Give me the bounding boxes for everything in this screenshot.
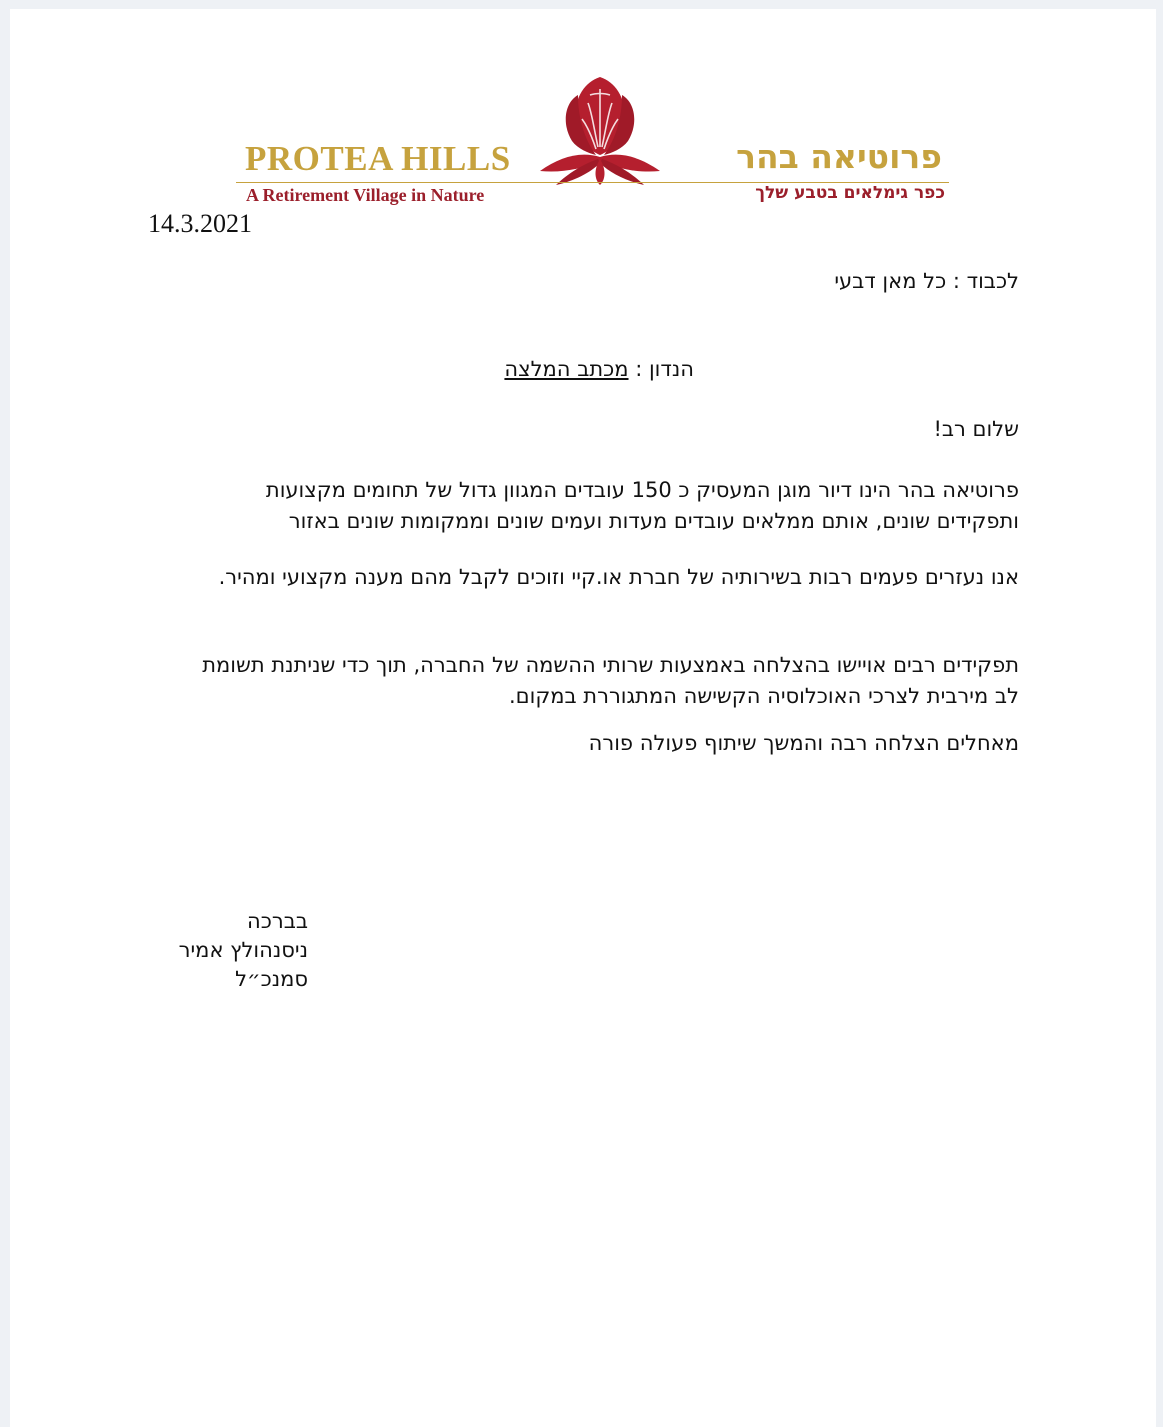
subject-value: מכתב המלצה: [504, 357, 629, 381]
letter-date: 14.3.2021: [148, 209, 252, 238]
signature-block: [148, 907, 308, 994]
subject-label: הנדון :: [635, 357, 694, 381]
subject-line: [504, 357, 694, 381]
body-paragraph: תפקידים רבים אויישו בהצלחה באמצעות שרותי ההשמה של החברה, תוך כדי שניתנת תשומת לב מירבית לצרכי האוכלוסיה הקשישה המתגוררת במקום.: [202, 653, 1019, 708]
brand-name-en: PROTEA HILLS: [245, 139, 511, 178]
brand-name-he: פרוטיאה בהר: [736, 137, 942, 176]
letter-page: [10, 9, 1156, 1427]
tagline-he: כפר גימלאים בטבע שלך: [755, 183, 945, 203]
body-paragraph: אנו נעזרים פעמים רבות בשירותיה של חברת או.קיי וזוכים לקבל מהם מענה מקצועי ומהיר.: [218, 565, 1019, 589]
recipient-label: לכבוד :: [952, 269, 1019, 293]
signature-name: ניסנהולץ אמיר: [178, 938, 308, 962]
signature-title: סמנכ״ל: [235, 967, 308, 991]
closing-wishes: מאחלים הצלחה רבה והמשך שיתוף פעולה פורה: [588, 731, 1019, 755]
greeting: שלום רב!: [933, 417, 1019, 441]
letterhead-logo: [230, 73, 955, 213]
body-paragraph: פרוטיאה בהר הינו דיור מוגן המעסיק כ 150 עובדים המגוון גדול של תחומים מקצועות ותפקידים שונים, אותם ממלאים עובדים מעדות ועמים שונים וממקומות שונים באזור: [265, 478, 1019, 533]
recipient-line: [834, 269, 1019, 293]
protea-flower-icon: [520, 73, 680, 185]
recipient-value: כל מאן דבעי: [834, 269, 947, 293]
signature-closing: בברכה: [247, 909, 308, 933]
tagline-en: A Retirement Village in Nature: [246, 185, 485, 205]
